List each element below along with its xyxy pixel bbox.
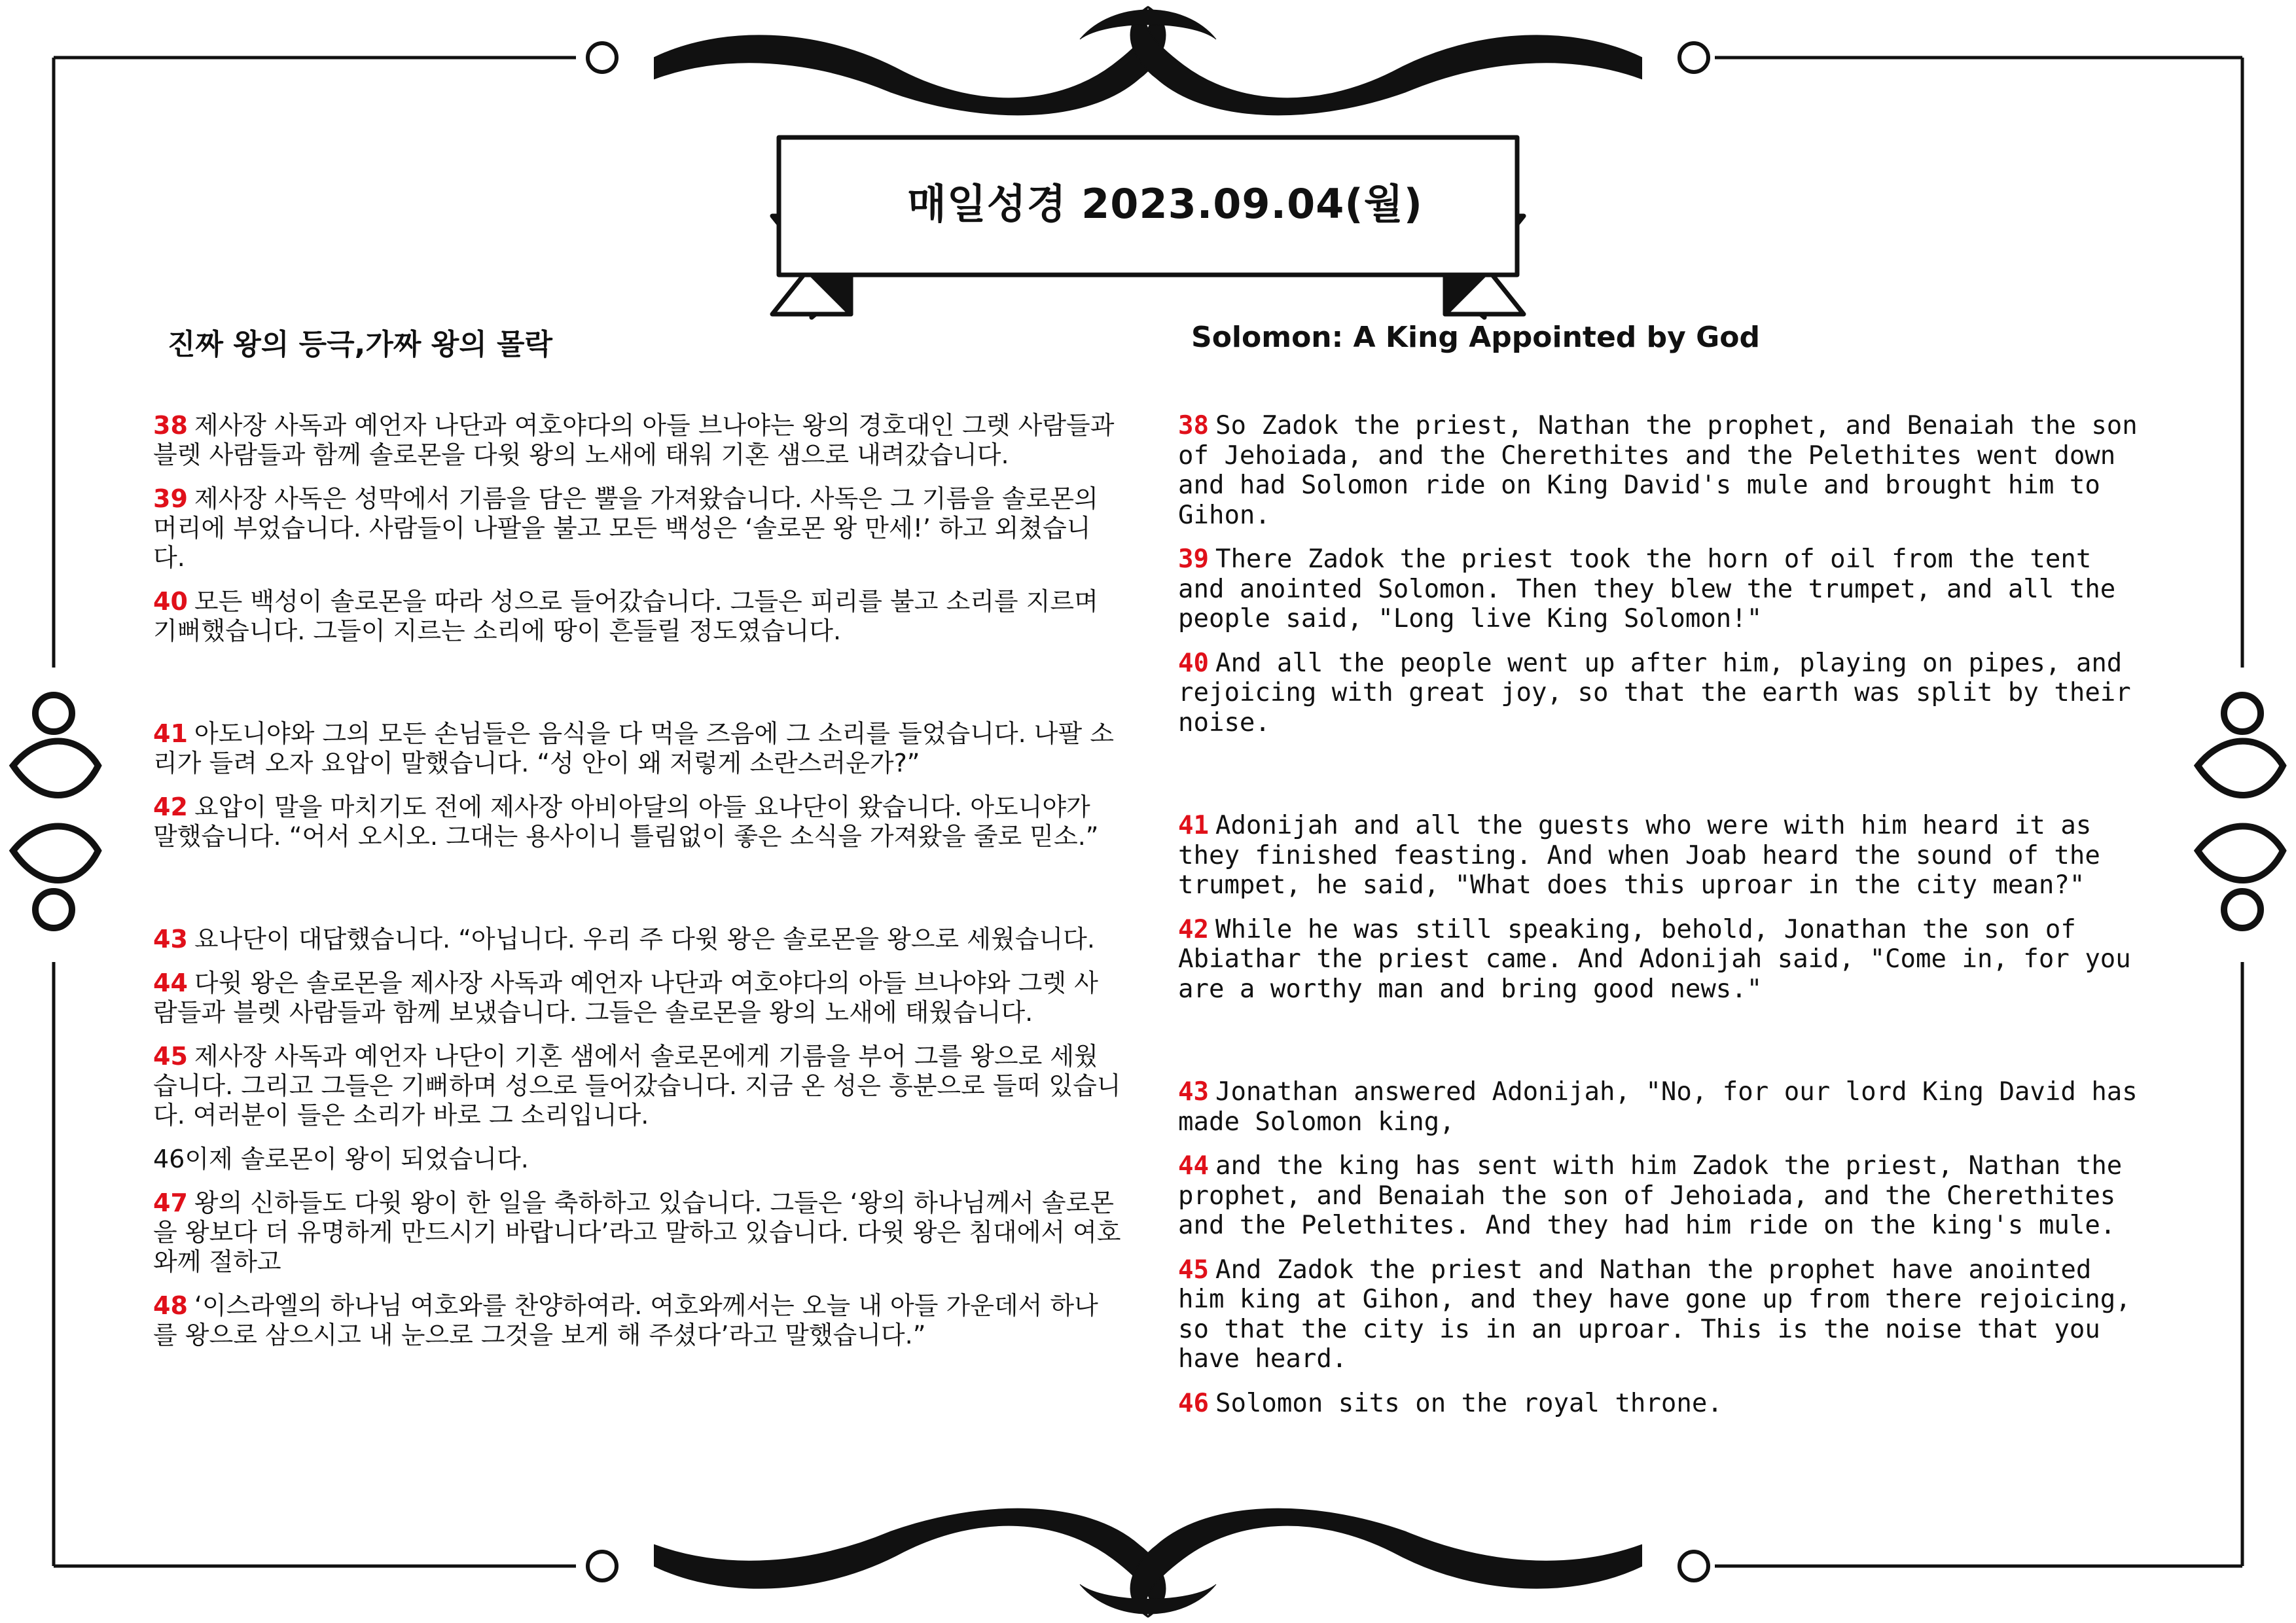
subtitle-english: Solomon: A King Appointed by God: [1191, 321, 1760, 354]
subtitle-korean: 진짜 왕의 등극,가짜 왕의 몰락: [168, 328, 553, 361]
verse-number: 38: [1178, 411, 1209, 440]
verse-number: 39: [153, 484, 188, 513]
verse-ko-47: [153, 1188, 1122, 1277]
verse-en-44: [1178, 1151, 2147, 1241]
verse-text: So Zadok the priest, Nathan the prophet, and Benaiah the son of Jehoiada, and the Cherethites and the Pelethites went down and had Solomon ride on King David's mule and brought him to Gihon.: [1178, 411, 2138, 530]
verse-text: 제사장 사독과 예언자 나단과 여호야다의 아들 브나야는 왕의 경호대인 그렛 사람들과 블렛 사람들과 함께 솔로몬을 다윗 왕의 노새에 태워 기혼 샘으로 내려갔습니다.: [153, 411, 1115, 469]
verse-text: 제사장 사독은 성막에서 기름을 담은 뿔을 가져왔습니다. 사독은 그 기름을 솔로몬의 머리에 부었습니다. 사람들이 나팔을 불고 모든 백성은 ‘솔로몬 왕 만세!’ 하고 외쳤습니다.: [153, 484, 1098, 572]
verse-number: 39: [1178, 544, 1209, 574]
verse-ko-42: [153, 793, 1122, 851]
verse-number: 38: [153, 411, 188, 440]
verse-number: 43: [1178, 1077, 1209, 1107]
verse-number: 44: [153, 969, 188, 997]
verse-number: 48: [153, 1291, 188, 1320]
verse-ko-38: [153, 411, 1122, 470]
verse-text: 다윗 왕은 솔로몬을 제사장 사독과 예언자 나단과 여호야다의 아들 브나야와 그렛 사람들과 블렛 사람들과 함께 보냈습니다. 그들은 솔로몬을 왕의 노새에 태웠습니다.: [153, 969, 1098, 1027]
verse-ko-40: [153, 587, 1122, 646]
verse-number: 41: [1178, 811, 1209, 840]
verse-en-42: [1178, 915, 2147, 1005]
verse-number: 45: [153, 1042, 188, 1071]
verse-text: And all the people went up after him, playing on pipes, and rejoicing with great joy, so that the earth was split by their noise.: [1178, 648, 2131, 738]
verse-number: 42: [153, 793, 188, 821]
verse-number: 46: [1178, 1388, 1209, 1418]
bottom-ornament: [588, 1509, 1708, 1617]
verse-ko-43: [153, 925, 1122, 954]
verse-ko-41: [153, 719, 1122, 778]
top-ornament: [588, 7, 1708, 115]
verse-ko-44: [153, 969, 1122, 1027]
verse-ko-39: [153, 484, 1122, 573]
verse-text: Jonathan answered Adonijah, "No, for our lord King David has made Solomon king,: [1178, 1077, 2138, 1137]
verse-text: While he was still speaking, behold, Jonathan the son of Abiathar the priest came. And Adonijah said, "Come in, for you are a worthy man and bring good news.": [1178, 914, 2131, 1004]
verse-text: Solomon sits on the royal throne.: [1215, 1388, 1723, 1418]
verse-text: 제사장 사독과 예언자 나단이 기혼 샘에서 솔로몬에게 기름을 부어 그를 왕으로 세웠습니다. 그리고 그들은 기뻐하며 성으로 들어갔습니다. 지금 온 성은 흥분으로 들떠 있습니다. 여러분이 들은 소리가 바로 그 소리입니다.: [153, 1042, 1121, 1130]
verse-text: 아도니야와 그의 모든 손님들은 음식을 다 먹을 즈음에 그 소리를 들었습니다. 나팔 소리가 들려 오자 요압이 말했습니다. “성 안이 왜 저렇게 소란스러운가?”: [153, 719, 1114, 777]
verse-ko-46: [153, 1145, 1122, 1174]
verse-en-38: [1178, 411, 2147, 530]
korean-column: [153, 411, 1122, 1364]
verse-ko-45: [153, 1042, 1122, 1130]
verse-text: And Zadok the priest and Nathan the prophet have anointed him king at Gihon, and they have gone up from there rejoicing, so that the city is in an uproar. This is the noise that you have heard.: [1178, 1255, 2131, 1374]
verse-text: 왕의 신하들도 다윗 왕이 한 일을 축하하고 있습니다. 그들은 ‘왕의 하나님께서 솔로몬을 왕보다 더 유명하게 만드시기 바랍니다’라고 말하고 있습니다. 다윗 왕은 침대에서 여호와께 절하고: [153, 1188, 1121, 1276]
verse-en-45: [1178, 1255, 2147, 1374]
right-ornament: [2198, 695, 2283, 928]
verse-ko-48: [153, 1291, 1122, 1350]
verse-number: 44: [1178, 1151, 1209, 1181]
verse-text: ‘이스라엘의 하나님 여호와를 찬양하여라. 여호와께서는 오늘 내 아들 가운데서 하나를 왕으로 삼으시고 내 눈으로 그것을 보게 해 주셨다’라고 말했습니다.”: [153, 1291, 1098, 1349]
verse-number: 43: [153, 925, 188, 954]
english-column: [1178, 411, 2147, 1433]
verse-number: 47: [153, 1188, 188, 1217]
verse-text: 모든 백성이 솔로몬을 따라 성으로 들어갔습니다. 그들은 피리를 불고 소리를 지르며 기뻐했습니다. 그들이 지르는 소리에 땅이 흔들릴 정도였습니다.: [153, 587, 1098, 645]
verse-number: 45: [1178, 1255, 1209, 1285]
verse-text: There Zadok the priest took the horn of oil from the tent and anointed Solomon. Then they blew the trumpet, and all the people said, "Long live King Solomon!": [1178, 544, 2116, 633]
page-title: 매일성경 2023.09.04(월): [907, 180, 1423, 228]
verse-number: 40: [153, 587, 188, 616]
verse-text: 요압이 말을 마치기도 전에 제사장 아비아달의 아들 요나단이 왔습니다. 아도니야가 말했습니다. “어서 오시오. 그대는 용사이니 틀림없이 좋은 소식을 가져왔을 줄로 믿소.”: [153, 793, 1099, 851]
verse-number: 40: [1178, 648, 1209, 678]
verse-text: and the king has sent with him Zadok the priest, Nathan the prophet, and Benaiah the son of Jehoiada, and the Cherethites and the Pelethites. And they had him ride on the king's mule.: [1178, 1151, 2123, 1240]
verse-en-43: [1178, 1077, 2147, 1137]
verse-number: 42: [1178, 914, 1209, 944]
verse-text: 요나단이 대답했습니다. “아닙니다. 우리 주 다윗 왕은 솔로몬을 왕으로 세웠습니다.: [194, 925, 1095, 954]
verse-text: 46이제 솔로몬이 왕이 되었습니다.: [153, 1145, 529, 1173]
verse-number: 41: [153, 719, 188, 748]
verse-en-41: [1178, 811, 2147, 901]
verse-en-40: [1178, 649, 2147, 738]
verse-text: Adonijah and all the guests who were with him heard it as they finished feasting. And when Joab heard the sound of the trumpet, he said, "What does this uproar in the city mean?": [1178, 811, 2100, 900]
left-ornament: [13, 695, 98, 928]
verse-en-39: [1178, 544, 2147, 634]
verse-en-46: [1178, 1389, 2147, 1419]
